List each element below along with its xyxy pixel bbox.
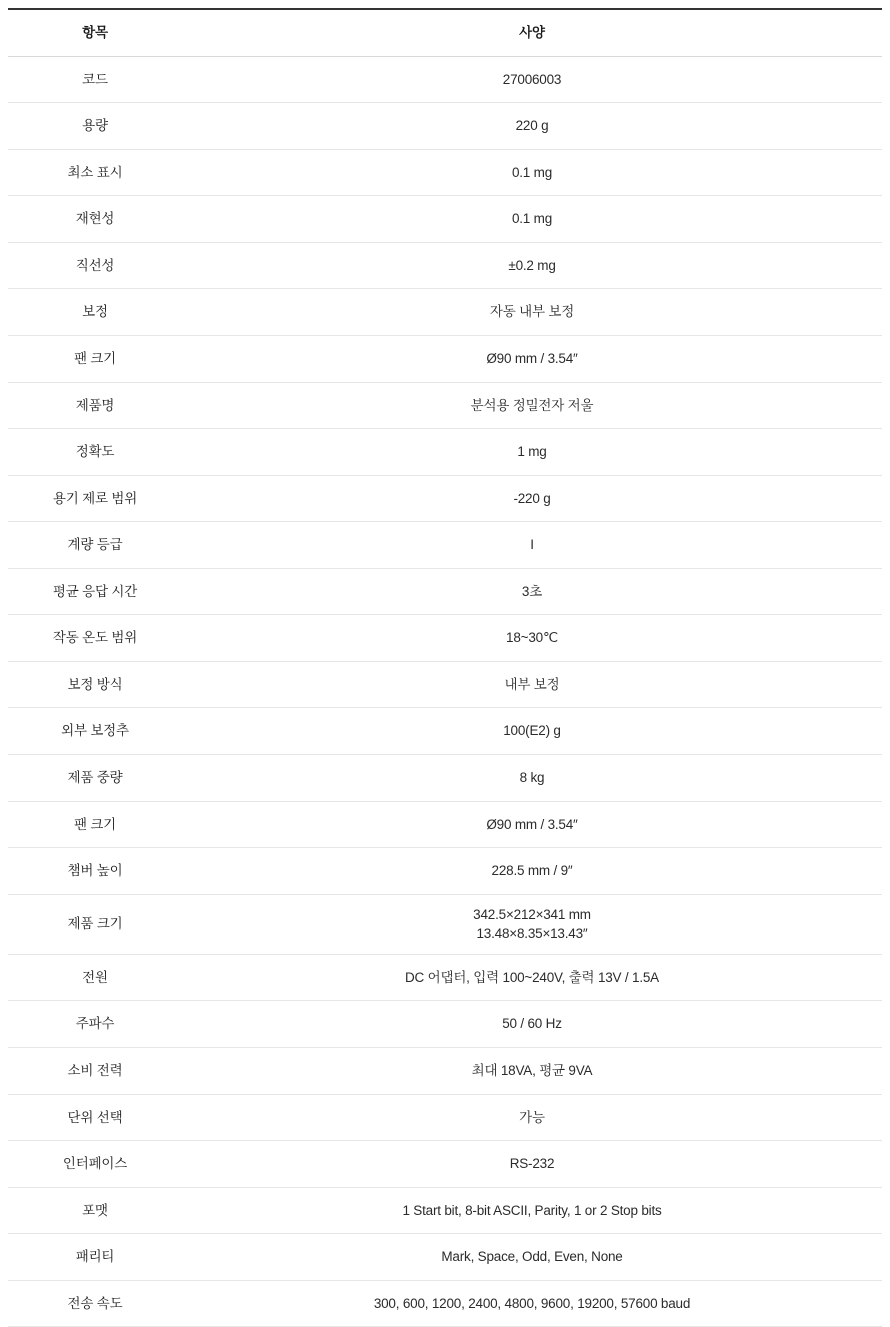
table-header-row bbox=[8, 9, 882, 56]
spec-item-label: 용기 제로 범위 bbox=[8, 475, 182, 522]
spec-value: Ø90 mm / 3.54″ bbox=[182, 335, 882, 382]
table-row bbox=[8, 475, 882, 522]
spec-value: 내부 보정 bbox=[182, 661, 882, 708]
table-row bbox=[8, 615, 882, 662]
column-header-spec: 사양 bbox=[182, 9, 882, 56]
table-row bbox=[8, 103, 882, 150]
spec-value: 자동 내부 보정 bbox=[182, 289, 882, 336]
spec-value: ±0.2 mg bbox=[182, 242, 882, 289]
spec-value: -220 g bbox=[182, 475, 882, 522]
spec-value: Ø90 mm / 3.54″ bbox=[182, 801, 882, 848]
spec-item-label: 정확도 bbox=[8, 429, 182, 476]
spec-item-label: 주파수 bbox=[8, 1001, 182, 1048]
spec-value-line: 342.5×212×341 mm bbox=[473, 906, 591, 922]
spec-value: 50 / 60 Hz bbox=[182, 1001, 882, 1048]
spec-value: 18~30℃ bbox=[182, 615, 882, 662]
table-row bbox=[8, 1187, 882, 1234]
spec-value: 228.5 mm / 9″ bbox=[182, 848, 882, 895]
table-row bbox=[8, 801, 882, 848]
spec-value: 3초 bbox=[182, 568, 882, 615]
spec-item-label: 최소 표시 bbox=[8, 149, 182, 196]
spec-value: 분석용 정밀전자 저울 bbox=[182, 382, 882, 429]
spec-item-label: 외부 보정추 bbox=[8, 708, 182, 755]
spec-value: 가능 bbox=[182, 1094, 882, 1141]
spec-item-label: 전원 bbox=[8, 954, 182, 1001]
spec-item-label: 재현성 bbox=[8, 196, 182, 243]
spec-value: DC 어댑터, 입력 100~240V, 출력 13V / 1.5A bbox=[182, 954, 882, 1001]
spec-item-label: 인터페이스 bbox=[8, 1141, 182, 1188]
spec-item-label: 평균 응답 시간 bbox=[8, 568, 182, 615]
spec-item-label: 챔버 높이 bbox=[8, 848, 182, 895]
spec-value: Mark, Space, Odd, Even, None bbox=[182, 1234, 882, 1281]
table-row bbox=[8, 242, 882, 289]
spec-value: 100(E2) g bbox=[182, 708, 882, 755]
spec-value: 27006003 bbox=[182, 56, 882, 103]
table-row bbox=[8, 1094, 882, 1141]
spec-value-line: 13.48×8.35×13.43″ bbox=[476, 926, 588, 942]
table-row bbox=[8, 661, 882, 708]
spec-value: 8 kg bbox=[182, 755, 882, 802]
spec-value: 300, 600, 1200, 2400, 4800, 9600, 19200, 57600 baud bbox=[182, 1280, 882, 1327]
spec-item-label: 제품 크기 bbox=[8, 894, 182, 954]
spec-value: 0.1 mg bbox=[182, 196, 882, 243]
spec-item-label: 팬 크기 bbox=[8, 801, 182, 848]
spec-item-label: 제품 중량 bbox=[8, 755, 182, 802]
spec-item-label: 보정 방식 bbox=[8, 661, 182, 708]
specification-table-container bbox=[0, 8, 890, 1327]
table-row bbox=[8, 196, 882, 243]
spec-item-label: 직선성 bbox=[8, 242, 182, 289]
table-row bbox=[8, 1047, 882, 1094]
spec-item-label: 팬 크기 bbox=[8, 335, 182, 382]
table-row bbox=[8, 1234, 882, 1281]
table-row bbox=[8, 382, 882, 429]
spec-item-label: 용량 bbox=[8, 103, 182, 150]
spec-value bbox=[182, 894, 882, 954]
spec-item-label: 보정 bbox=[8, 289, 182, 336]
spec-item-label: 작동 온도 범위 bbox=[8, 615, 182, 662]
table-row bbox=[8, 149, 882, 196]
table-row bbox=[8, 289, 882, 336]
spec-value: 0.1 mg bbox=[182, 149, 882, 196]
spec-item-label: 포맷 bbox=[8, 1187, 182, 1234]
specification-table bbox=[8, 8, 882, 1327]
spec-item-label: 제품명 bbox=[8, 382, 182, 429]
spec-item-label: 코드 bbox=[8, 56, 182, 103]
table-row bbox=[8, 894, 882, 954]
spec-item-label: 소비 전력 bbox=[8, 1047, 182, 1094]
spec-item-label: 패리티 bbox=[8, 1234, 182, 1281]
spec-item-label: 계량 등급 bbox=[8, 522, 182, 569]
table-row bbox=[8, 755, 882, 802]
table-row bbox=[8, 568, 882, 615]
spec-value: RS-232 bbox=[182, 1141, 882, 1188]
spec-item-label: 단위 선택 bbox=[8, 1094, 182, 1141]
spec-value: I bbox=[182, 522, 882, 569]
table-row bbox=[8, 1141, 882, 1188]
spec-item-label: 전송 속도 bbox=[8, 1280, 182, 1327]
specification-table-body bbox=[8, 9, 882, 1327]
spec-value: 최대 18VA, 평균 9VA bbox=[182, 1047, 882, 1094]
table-row bbox=[8, 56, 882, 103]
spec-value: 220 g bbox=[182, 103, 882, 150]
table-row bbox=[8, 1001, 882, 1048]
table-row bbox=[8, 848, 882, 895]
table-row bbox=[8, 954, 882, 1001]
table-row bbox=[8, 522, 882, 569]
table-row bbox=[8, 708, 882, 755]
spec-value: 1 mg bbox=[182, 429, 882, 476]
spec-value: 1 Start bit, 8-bit ASCII, Parity, 1 or 2 Stop bits bbox=[182, 1187, 882, 1234]
table-row bbox=[8, 1280, 882, 1327]
table-row bbox=[8, 335, 882, 382]
column-header-item: 항목 bbox=[8, 9, 182, 56]
table-row bbox=[8, 429, 882, 476]
